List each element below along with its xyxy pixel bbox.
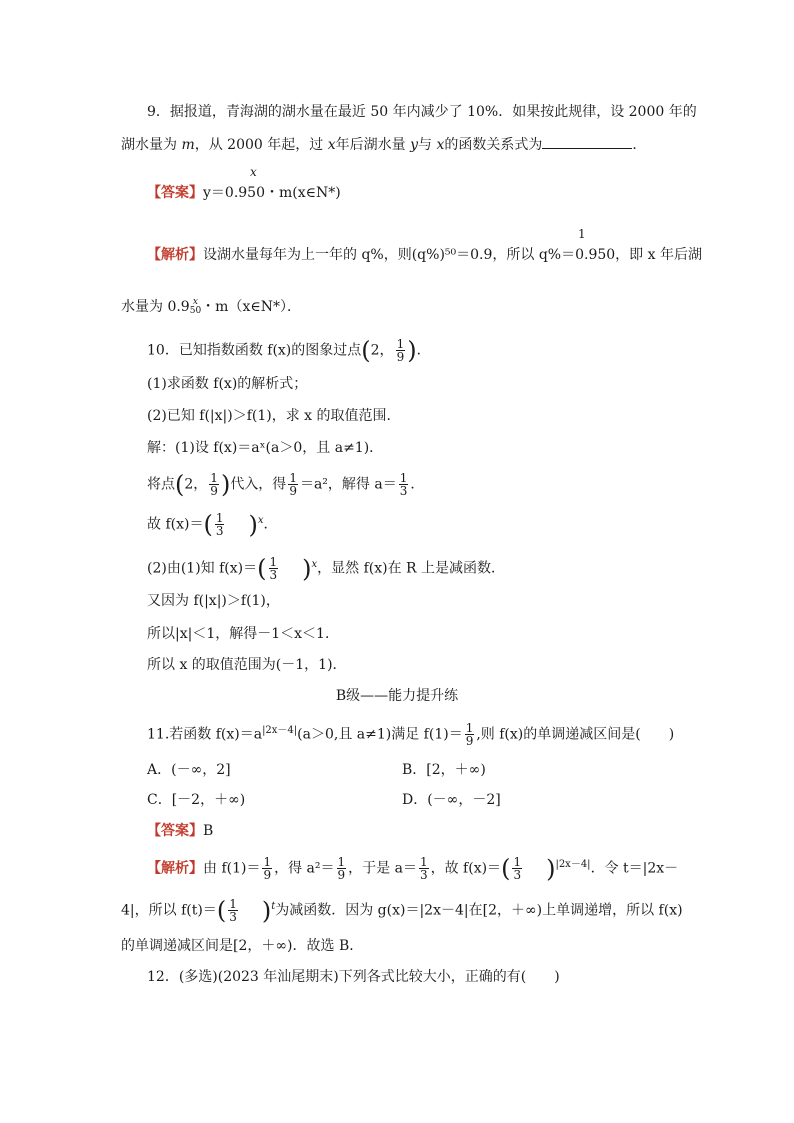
analysis-tag: 【解析】 (147, 247, 203, 263)
q10-solution-4: (2)由(1)知 f(x)＝( $\frac{1}{3}$ )$^x$，显然 f(x)在 R 上是减函数． (147, 554, 506, 583)
section-heading: B级——能力提升练 (335, 688, 459, 704)
q9-analysis-line2: 水量为 0.9 x 50 ・m（x∈N*）． (121, 297, 301, 316)
q10-part1: (1)求函数 f(x)的解析式； (147, 376, 308, 392)
option-b: B．[2，＋∞) (402, 762, 486, 778)
q9-line2: 湖水量为 m，从 2000 年起，过 x年后湖水量 y与 x的函数关系式为 ． (121, 137, 647, 153)
q11-answer: 【答案】B (147, 823, 214, 839)
q9-answer: 【答案】y＝0.950・m(x∈N*) (147, 185, 341, 201)
q10-solution-2: 将点(2， $\frac{1}{9}$ )代入，得 $\frac{1}{9}$ ＝a²，解得 a＝ $\frac{1}{3}$ ． (147, 470, 425, 499)
option-a: A．(－∞，2] (147, 762, 231, 778)
q10-solution-1: 解：(1)设 f(x)＝aˣ(a＞0，且 a≠1)． (147, 440, 384, 456)
q10-part2: (2)已知 f(|x|)＞f(1)，求 x 的取值范围． (147, 408, 401, 424)
option-d: D．(－∞，－2] (402, 792, 501, 808)
q12-stem: 12．(多选)(2023 年汕尾期末)下列各式比较大小，正确的有( ) (147, 969, 560, 985)
q9-analysis-exponent: 1 (578, 227, 586, 241)
q9-analysis: 【解析】设湖水量每年为上一年的 q%，则(q%)⁵⁰＝0.9，所以 q%＝0.950，即 x 年后湖 (147, 247, 702, 263)
q11-analysis: 【解析】由 f(1)＝ $\frac{1}{9}$ ，得 a²＝ $\frac{1}{9}$ ，于是 a＝ $\frac{1}{3}$ ，故 f(x)＝( $\frac{1}{3}$ )$^{|2x-4|}$．令 t＝|2x－ (147, 854, 679, 883)
q9-line1: 9．据报道，青海湖的湖水量在最近 50 年内减少了 10%．如果按此规律，设 2000 年的 (147, 104, 697, 120)
q10-solution-6: 所以|x|＜1，解得－1＜x＜1． (147, 626, 339, 642)
q10-solution-3: 故 f(x)＝( $\frac{1}{3}$ )$^x$． (147, 510, 278, 539)
answer-tag: 【答案】 (147, 823, 203, 839)
option-c: C．[－2，＋∞) (147, 792, 246, 808)
q10-solution-5: 又因为 f(|x|)＞f(1)， (147, 593, 280, 609)
q9-answer-exponent: x (250, 165, 257, 179)
q11-analysis-2: 4|，所以 f(t)＝( $\frac{1}{3}$ )$^t$为减函数．因为 g(x)＝|2x－4|在[2，＋∞)上单调递增，所以 f(x) (121, 896, 683, 925)
q11-stem: 11.若函数 $f(x)=a^{|2x-4|}(a>0$,且 a≠1)满足 f(1)＝ $\frac{1}{9}$ ,则 f(x)的单调递减区间是( ) (147, 721, 675, 749)
q11-analysis-3: 的单调递减区间是[2，＋∞)．故选 B． (121, 938, 364, 954)
q10-solution-7: 所以 x 的取值范围为(－1，1)． (147, 657, 347, 673)
answer-blank (542, 136, 632, 149)
analysis-tag: 【解析】 (147, 860, 203, 877)
answer-tag: 【答案】 (147, 185, 203, 201)
q10-stem: 10．已知指数函数 f(x)的图象过点(2， $\frac{1}{9}$ )． (147, 336, 431, 365)
fraction: $\frac{1}{9}$ (396, 337, 405, 364)
